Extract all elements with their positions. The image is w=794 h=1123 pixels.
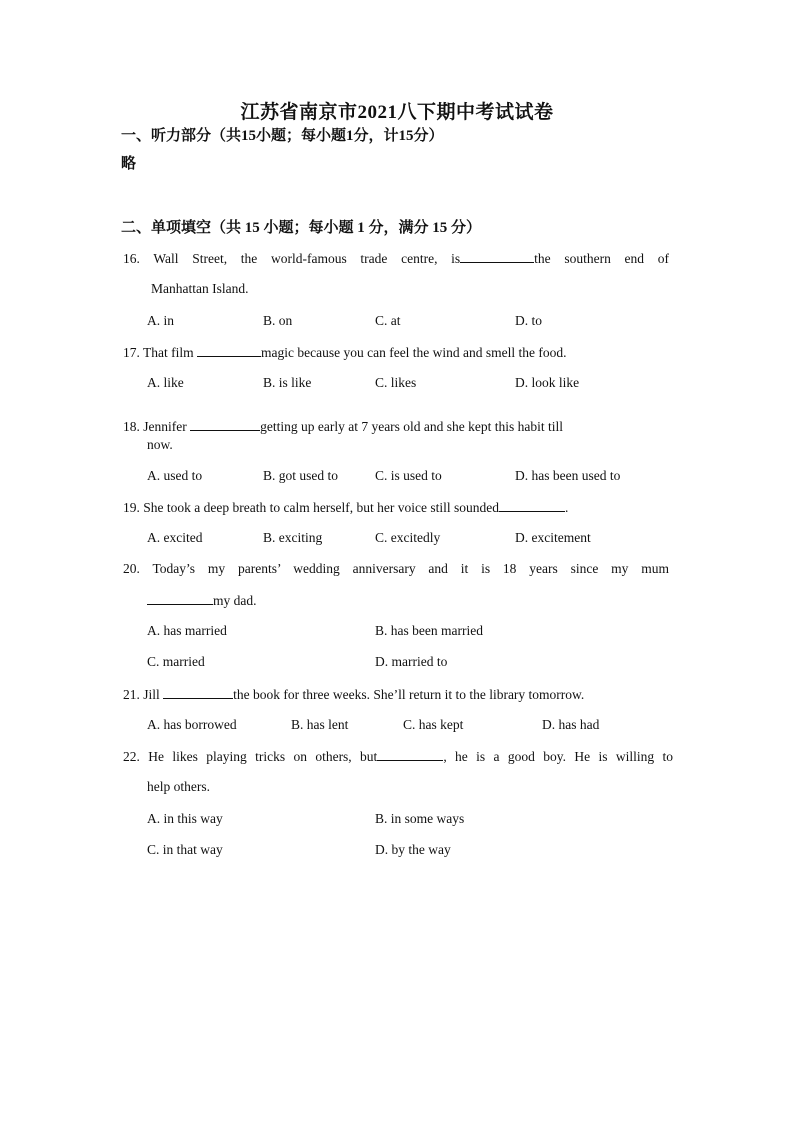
question-number: 21. xyxy=(123,687,140,702)
option-a: A. used to xyxy=(147,468,203,483)
answer-blank xyxy=(190,418,260,431)
question-19 xyxy=(123,499,568,516)
option-a: A. has married xyxy=(147,623,227,638)
question-text-before: Today’s my parents’ wedding anniversary and it is 18 years since my mum xyxy=(152,561,670,576)
question-number: 22. xyxy=(123,749,140,764)
option-c: C. excitedly xyxy=(375,530,441,545)
section-1-note: 略 xyxy=(121,156,137,172)
question-16 xyxy=(123,250,669,267)
option-a: A. in this way xyxy=(147,811,223,826)
question-text-after: magic because you can feel the wind and smell the food. xyxy=(261,345,567,360)
option-b: B. on xyxy=(263,313,293,328)
option-a: A. excited xyxy=(147,530,203,545)
question-text-before: She took a deep breath to calm herself, but her voice still sounded xyxy=(143,500,500,515)
option-c: C. in that way xyxy=(147,842,223,857)
section-1-heading: 一、听力部分（共15小题；每小题1分，计15分） xyxy=(121,128,444,144)
question-number: 16. xyxy=(123,251,140,266)
question-text-before: Wall Street, the world-famous trade centre, is xyxy=(153,251,461,266)
question-text-after: the southern end of xyxy=(534,251,669,266)
question-number: 20. xyxy=(123,561,140,576)
option-b: B. exciting xyxy=(263,530,323,545)
question-text-after: the book for three weeks. She’ll return it to the library tomorrow. xyxy=(233,687,585,702)
answer-blank xyxy=(163,686,233,699)
answer-blank xyxy=(197,344,261,357)
option-d: D. married to xyxy=(375,654,448,669)
question-18-continuation: now. xyxy=(147,437,173,452)
answer-blank xyxy=(460,250,534,263)
question-text-after: . xyxy=(565,500,569,515)
answer-blank xyxy=(499,499,565,512)
question-21 xyxy=(123,686,584,703)
exam-title: 江苏省南京市2021八下期中考试试卷 xyxy=(240,102,554,123)
question-text-before: He likes playing tricks on others, but xyxy=(148,749,378,764)
question-number: 19. xyxy=(123,500,140,515)
question-text-before: That film xyxy=(143,345,194,360)
question-number: 18. xyxy=(123,419,140,434)
question-18 xyxy=(123,418,563,435)
question-22-continuation: help others. xyxy=(147,779,210,794)
option-a: A. has borrowed xyxy=(147,717,237,732)
question-22 xyxy=(123,748,673,765)
question-text-before: Jill xyxy=(143,687,160,702)
option-c: C. at xyxy=(375,313,401,328)
question-number: 17. xyxy=(123,345,140,360)
question-text-after: getting up early at 7 years old and she kept this habit till xyxy=(260,419,564,434)
option-b: B. is like xyxy=(263,375,312,390)
option-b: B. in some ways xyxy=(375,811,465,826)
option-d: D. excitement xyxy=(515,530,591,545)
question-text-after: , he is a good boy. He is willing to xyxy=(443,749,673,764)
option-d: D. by the way xyxy=(375,842,451,857)
option-d: D. look like xyxy=(515,375,580,390)
question-16-continuation: Manhattan Island. xyxy=(151,281,249,296)
question-text-after: my dad. xyxy=(213,593,257,608)
option-d: D. has been used to xyxy=(515,468,621,483)
option-c: C. likes xyxy=(375,375,417,390)
option-b: B. has lent xyxy=(291,717,349,732)
option-d: D. to xyxy=(515,313,542,328)
question-20-continuation xyxy=(147,592,257,609)
question-20 xyxy=(123,561,669,577)
option-a: A. like xyxy=(147,375,184,390)
question-17 xyxy=(123,344,567,361)
option-d: D. has had xyxy=(542,717,600,732)
option-a: A. in xyxy=(147,313,174,328)
option-c: C. is used to xyxy=(375,468,442,483)
answer-blank xyxy=(377,748,443,761)
answer-blank xyxy=(147,592,213,605)
option-b: B. has been married xyxy=(375,623,483,638)
section-2-heading: 二、单项填空（共 15 小题；每小题 1 分，满分 15 分） xyxy=(121,220,482,236)
option-c: C. married xyxy=(147,654,205,669)
question-text-before: Jennifer xyxy=(143,419,187,434)
option-c: C. has kept xyxy=(403,717,464,732)
option-b: B. got used to xyxy=(263,468,339,483)
